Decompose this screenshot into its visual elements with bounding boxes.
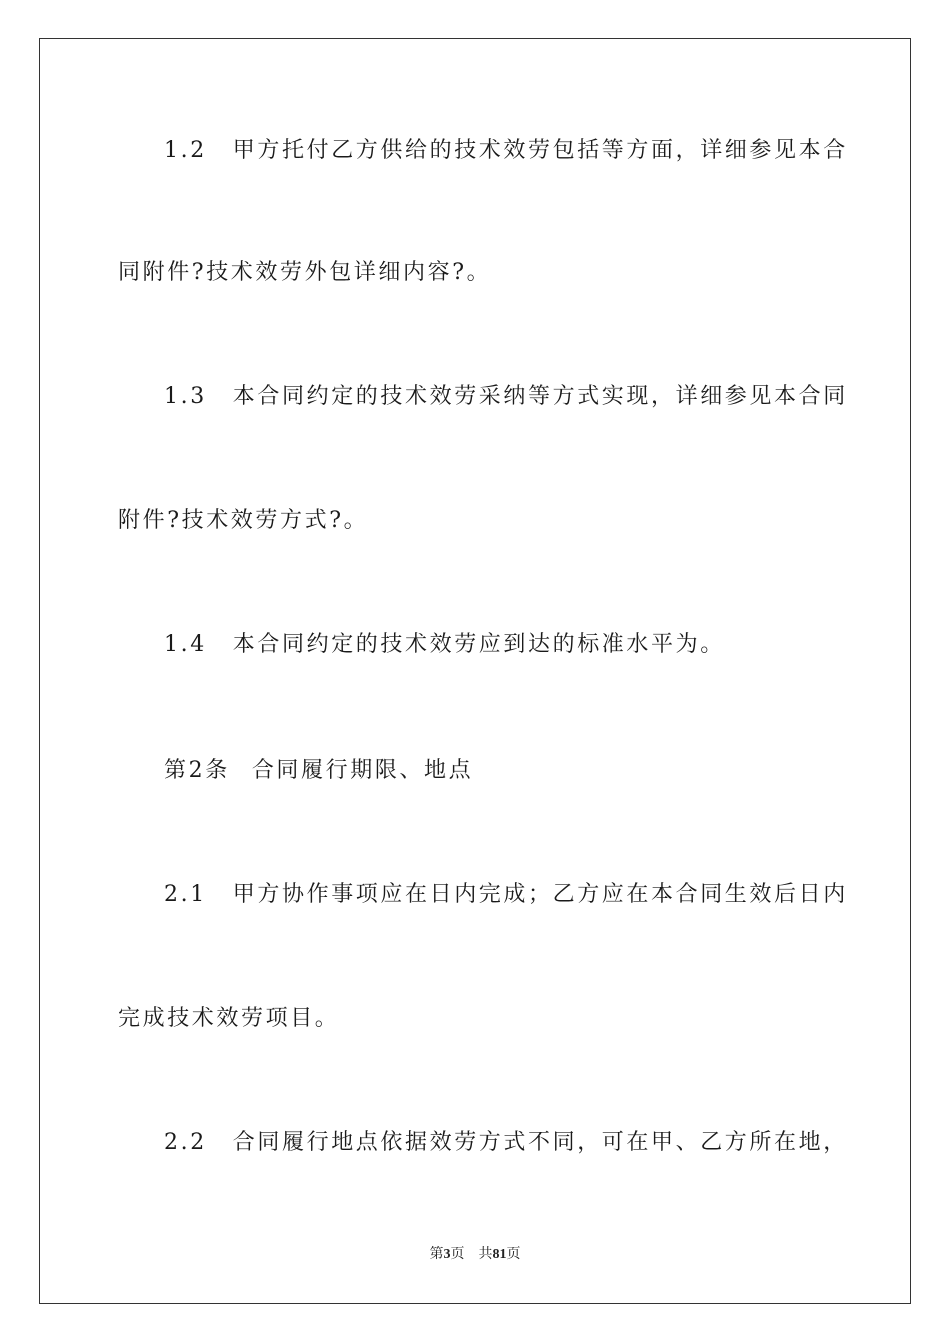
- page-prefix: 第: [429, 1247, 444, 1262]
- page-suffix: 页: [450, 1247, 465, 1262]
- clause-number: 1.4: [164, 632, 207, 657]
- clause-number: 2.2: [164, 1130, 207, 1155]
- article-number: 第2条: [164, 758, 230, 783]
- total-prefix: 共: [478, 1247, 493, 1262]
- page-number: 3: [443, 1247, 451, 1262]
- clause-number: 1.3: [164, 384, 207, 409]
- clause-text: 附件?技术效劳方式?。: [118, 508, 369, 533]
- clause-1-3-line-1: [118, 382, 848, 412]
- clause-2-1-line-2: [118, 1004, 834, 1034]
- clause-1-3-line-2: [118, 506, 834, 536]
- clause-1-4-line-1: [118, 630, 834, 660]
- page-border: [39, 38, 911, 1304]
- clause-text: 本合同约定的技术效劳应到达的标准水平为。: [232, 632, 725, 657]
- page-footer: [0, 1246, 950, 1264]
- clause-text: 同附件?技术效劳外包详细内容?。: [118, 260, 492, 285]
- clause-number: 2.1: [164, 882, 207, 907]
- clause-2-1-line-1: [118, 880, 848, 910]
- clause-text: 完成技术效劳项目。: [118, 1006, 340, 1031]
- clause-text: 甲方托付乙方供给的技术效劳包括等方面，详细参见本合: [232, 138, 848, 163]
- total-suffix: 页: [506, 1247, 521, 1262]
- clause-1-2-line-2: [118, 258, 834, 288]
- clause-1-2-line-1: [118, 136, 848, 166]
- article-title: 合同履行期限、地点: [251, 758, 474, 783]
- total-pages: 81: [492, 1247, 507, 1262]
- clause-2-2-line-1: [118, 1128, 848, 1158]
- article-2-heading: [118, 756, 834, 786]
- clause-text: 本合同约定的技术效劳采纳等方式实现，详细参见本合同: [232, 384, 848, 409]
- clause-text: 合同履行地点依据效劳方式不同，可在甲、乙方所在地，: [232, 1130, 848, 1155]
- clause-text: 甲方协作事项应在日内完成；乙方应在本合同生效后日内: [232, 882, 848, 907]
- clause-number: 1.2: [164, 138, 207, 163]
